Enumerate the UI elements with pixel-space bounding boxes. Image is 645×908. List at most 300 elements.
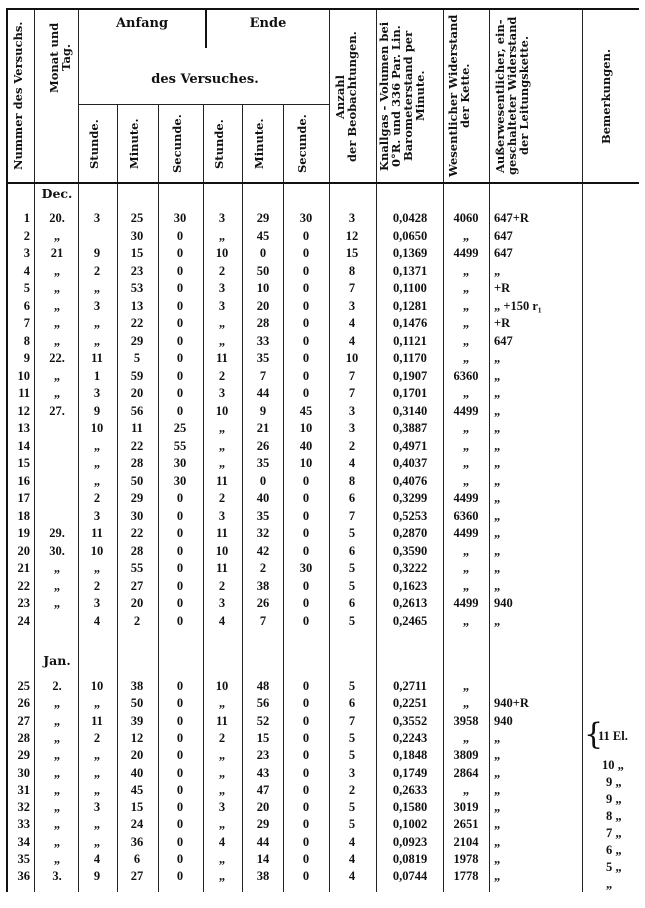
cell-em: 26: [256, 438, 270, 453]
cell-wes: 6360: [453, 368, 479, 383]
cell-am: 27: [130, 578, 144, 593]
cell-asec: 0: [176, 730, 184, 745]
cell-am: 30: [130, 508, 144, 523]
cell-wes: 4499: [453, 596, 479, 610]
cell-am: 29: [130, 333, 144, 348]
cell-em: 28: [256, 316, 270, 330]
cell-wes: „: [462, 561, 470, 575]
cell-as: 2: [93, 263, 101, 278]
cell-esec: 0: [302, 386, 310, 400]
header-anzahl: Anzahl der Beobachtungen.: [333, 31, 359, 163]
cell-aus: „: [494, 730, 501, 745]
cell-vol: 0,2613: [392, 596, 428, 610]
header-knallgas: Knallgas - Volumen bei 0°R. und 336 Par. Lin. Barometerstand per Minute.: [377, 21, 427, 171]
cell-n: 16: [17, 473, 30, 488]
cell-asec: 0: [176, 526, 184, 540]
cell-esec: 40: [299, 438, 313, 453]
cell-em: 42: [256, 543, 270, 558]
cell-vol: 0,2243: [392, 730, 428, 745]
cell-as: 11: [91, 713, 103, 728]
cell-as: 3: [93, 800, 101, 815]
cell-n: 12: [17, 403, 30, 418]
cell-n: 29: [17, 748, 30, 763]
cell-anz: 15: [345, 246, 359, 260]
cell-asec: 0: [176, 817, 184, 832]
cell-vol: 0,3222: [392, 561, 428, 575]
cell-esec: 10: [299, 456, 313, 470]
cell-vol: 0,0428: [392, 211, 428, 225]
cell-es: 3: [218, 281, 226, 295]
cell-tag: „: [53, 817, 61, 832]
cell-es: 11: [216, 561, 228, 575]
cell-n: 17: [17, 491, 30, 505]
cell-em: 0: [259, 473, 267, 488]
cell-esec: 0: [302, 578, 310, 593]
cell-es: 11: [216, 351, 228, 365]
cell-anz: 5: [348, 817, 356, 832]
cell-anz: 2: [348, 782, 356, 797]
cell-aus: „: [494, 852, 501, 866]
cell-em: 35: [256, 508, 270, 523]
cell-vol: 0,4037: [392, 456, 428, 470]
cell-esec: 0: [302, 351, 310, 365]
cell-tag: 2.: [52, 679, 62, 693]
cell-vol: 0,2251: [392, 696, 428, 711]
cell-esec: 0: [302, 473, 310, 488]
cell-em: 29: [256, 817, 270, 832]
cell-es: 4: [218, 613, 226, 628]
cell-tag: [38, 438, 76, 454]
cell-asec: 30: [173, 473, 187, 488]
cell-anz: 6: [348, 596, 356, 610]
cell-tag: „: [53, 281, 61, 295]
cell-am: 24: [130, 817, 144, 832]
cell-em: 38: [256, 578, 270, 593]
cell-es: 10: [215, 246, 229, 260]
cell-anz: 12: [345, 228, 359, 243]
cell-vol: 0,0744: [392, 869, 428, 884]
cell-anz: 2: [348, 438, 356, 453]
cell-aus: „: [494, 561, 501, 575]
cell-n: 1: [23, 211, 30, 225]
cell-as: „: [93, 281, 101, 295]
cell-wes: „: [462, 543, 470, 558]
cell-n: 30: [17, 765, 30, 780]
cell-es: „: [218, 765, 226, 780]
cell-tag: „: [53, 713, 61, 728]
cell-as: 9: [93, 246, 101, 260]
cell-tag: 21: [50, 246, 64, 260]
cell-esec: 0: [302, 817, 310, 832]
cell-esec: 0: [302, 748, 310, 763]
cell-as: „: [93, 333, 101, 348]
cell-n: 19: [17, 526, 30, 540]
cell-as: 1: [93, 368, 101, 383]
cell-esec: 45: [299, 403, 313, 418]
cell-am: 22: [130, 526, 144, 540]
cell-aus: „: [494, 491, 501, 505]
cell-anz: 6: [348, 543, 356, 558]
cell-esec: 0: [302, 491, 310, 505]
cell-tag: „: [53, 852, 61, 866]
cell-em: 50: [256, 263, 270, 278]
cell-aus: „: [494, 765, 501, 780]
cell-anz: 4: [348, 869, 356, 884]
cell-esec: 0: [302, 852, 310, 866]
cell-am: 22: [130, 438, 144, 453]
cell-asec: 0: [176, 834, 184, 849]
cell-as: „: [93, 316, 101, 330]
cell-wes: „: [462, 263, 470, 278]
cell-tag: 30.: [49, 543, 65, 558]
cell-wes: 4060: [453, 211, 479, 225]
header-nummer: Nummer des Versuchs.: [11, 21, 25, 171]
cell-aus: „: [494, 403, 501, 418]
cell-n: 33: [17, 817, 30, 832]
cell-as: „: [93, 696, 101, 711]
header-ausserwesentlicher: Außerwesentlicher, ein- geschalteter Widerstand der Leitungskette.: [493, 16, 531, 176]
cell-em: 48: [256, 679, 270, 693]
cell-as: 10: [90, 543, 104, 558]
header-monat: Monat und Tag.: [47, 22, 73, 94]
cell-wes: 4499: [453, 491, 479, 505]
cell-am: 23: [130, 263, 144, 278]
cell-esec: 0: [302, 543, 310, 558]
cell-es: 2: [218, 730, 226, 745]
cell-anz: 6: [348, 491, 356, 505]
header-stunde-ende: Stunde.: [212, 119, 226, 169]
brace-symbol: {: [584, 717, 604, 752]
cell-am: 20: [130, 596, 144, 610]
cell-em: 56: [256, 696, 270, 711]
cell-esec: 0: [302, 228, 310, 243]
cell-n: 32: [17, 800, 30, 815]
cell-esec: 0: [302, 730, 310, 745]
cell-es: „: [218, 456, 226, 470]
cell-tag: „: [53, 316, 61, 330]
cell-es: 3: [218, 211, 226, 225]
cell-as: 10: [90, 421, 104, 435]
cell-am: 15: [130, 246, 144, 260]
cell-vol: 0,1848: [392, 748, 428, 763]
cell-esec: 0: [302, 368, 310, 383]
cell-tag: [38, 473, 76, 489]
column-divider: [117, 104, 118, 892]
cell-n: 8: [23, 333, 30, 348]
cell-em: 20: [256, 298, 270, 313]
cell-es: „: [218, 817, 226, 832]
cell-asec: 0: [176, 508, 184, 523]
cell-n: 25: [17, 679, 30, 693]
cell-anz: 5: [348, 526, 356, 540]
cell-n: 28: [17, 730, 30, 745]
cell-es: „: [218, 869, 226, 884]
cell-es: 11: [216, 713, 228, 728]
cell-esec: 0: [302, 834, 310, 849]
cell-n: 5: [23, 281, 30, 295]
cell-es: 3: [218, 596, 226, 610]
cell-wes: 4499: [453, 526, 479, 540]
cell-am: 22: [130, 316, 144, 330]
cell-vol: 0,1100: [393, 281, 427, 295]
cell-esec: 30: [299, 561, 313, 575]
cell-anz: 5: [348, 578, 356, 593]
cell-em: 45: [256, 228, 270, 243]
cell-vol: 0,0819: [392, 852, 428, 866]
cell-tag: 22.: [49, 351, 65, 365]
cell-as: „: [93, 817, 101, 832]
cell-es: „: [218, 852, 226, 866]
cell-em: 9: [259, 403, 267, 418]
cell-as: „: [93, 765, 101, 780]
cell-vol: 0,3140: [392, 403, 428, 418]
cell-am: 36: [130, 834, 144, 849]
cell-aus: „ +150 r₁: [494, 298, 542, 313]
cell-asec: 0: [176, 228, 184, 243]
cell-wes: „: [462, 316, 470, 330]
cell-es: „: [218, 696, 226, 711]
header-wesentlicher: Wesentlicher Widerstand der Kette.: [446, 14, 472, 178]
cell-as: 2: [93, 578, 101, 593]
cell-em: 35: [256, 456, 270, 470]
cell-wes: „: [462, 730, 470, 745]
cell-anz: 4: [348, 333, 356, 348]
cell-es: 10: [215, 679, 229, 693]
cell-wes: „: [462, 421, 470, 435]
cell-vol: 0,1170: [393, 351, 427, 365]
cell-anz: 5: [348, 730, 356, 745]
cell-em: 35: [256, 351, 270, 365]
cell-es: „: [218, 421, 226, 435]
cell-asec: 0: [176, 386, 184, 400]
cell-vol: 0,2711: [393, 679, 427, 693]
cell-as: „: [93, 473, 101, 488]
cell-aus: „: [494, 421, 501, 435]
cell-es: 2: [218, 578, 226, 593]
cell-anz: 3: [348, 211, 356, 225]
cell-am: 59: [130, 368, 144, 383]
cell-vol: 0,1907: [392, 368, 428, 383]
cell-es: 3: [218, 386, 226, 400]
cell-anz: 7: [348, 713, 356, 728]
cell-am: 25: [130, 211, 144, 225]
cell-n: 7: [23, 316, 30, 330]
cell-wes: „: [462, 281, 470, 295]
cell-am: 5: [133, 351, 141, 365]
cell-asec: 0: [176, 696, 184, 711]
cell-asec: 0: [176, 543, 184, 558]
data-table: [6, 8, 639, 900]
cell-am: 20: [130, 386, 144, 400]
cell-tag: [38, 455, 76, 471]
cell-am: 53: [130, 281, 144, 295]
cell-aus: +R: [494, 281, 511, 295]
cell-anz: 4: [348, 316, 356, 330]
cell-asec: 0: [176, 596, 184, 610]
cell-wes: „: [462, 298, 470, 313]
cell-es: 2: [218, 263, 226, 278]
cell-tag: „: [53, 765, 61, 780]
cell-esec: 0: [302, 263, 310, 278]
cell-es: „: [218, 748, 226, 763]
cell-aus: „: [494, 438, 501, 453]
cell-esec: 0: [302, 765, 310, 780]
cell-wes: „: [462, 679, 470, 693]
column-divider: [203, 104, 204, 892]
month-label-dec: Dec.: [41, 186, 73, 201]
cell-aus: [494, 678, 580, 694]
cell-es: 2: [218, 368, 226, 383]
cell-tag: „: [53, 368, 61, 383]
column-divider: [489, 8, 490, 892]
cell-tag: „: [53, 834, 61, 849]
cell-n: 20: [17, 543, 30, 558]
cell-wes: 2104: [453, 834, 479, 849]
cell-asec: 0: [176, 800, 184, 815]
cell-n: 27: [17, 713, 30, 728]
cell-es: 11: [216, 526, 228, 540]
cell-asec: 0: [176, 765, 184, 780]
cell-aus: „: [494, 543, 501, 558]
cell-am: 29: [130, 491, 144, 505]
cell-em: 7: [259, 613, 267, 628]
header-ende: Ende: [249, 16, 287, 31]
cell-anz: 5: [348, 561, 356, 575]
cell-em: 40: [256, 491, 270, 505]
cell-asec: 0: [176, 263, 184, 278]
header-secunde-ende: Secunde.: [295, 114, 309, 174]
cell-n: 23: [17, 596, 30, 610]
remark-35: 5 „: [606, 860, 622, 874]
cell-aus: 647+R: [494, 211, 529, 225]
cell-esec: 0: [302, 782, 310, 797]
cell-asec: 0: [176, 281, 184, 295]
subheader-divider: [78, 104, 329, 105]
remark-33: 7 „: [606, 826, 622, 840]
cell-esec: 0: [302, 298, 310, 313]
cell-aus: „: [494, 834, 501, 849]
cell-vol: 0,1701: [392, 386, 428, 400]
cell-vol: 0,1369: [392, 246, 428, 260]
cell-vol: 0,2633: [392, 782, 428, 797]
cell-anz: 3: [348, 765, 356, 780]
cell-es: 10: [215, 543, 229, 558]
cell-am: 15: [130, 800, 144, 815]
cell-am: 13: [130, 298, 144, 313]
header-des-versuches: des Versuches.: [151, 72, 259, 87]
cell-aus: „: [494, 800, 501, 815]
cell-esec: 0: [302, 869, 310, 884]
cell-em: 29: [256, 211, 270, 225]
cell-as: „: [93, 456, 101, 470]
cell-es: „: [218, 228, 226, 243]
cell-es: „: [218, 782, 226, 797]
cell-n: 18: [17, 508, 30, 523]
cell-esec: 0: [302, 281, 310, 295]
cell-asec: 55: [173, 438, 187, 453]
cell-anz: 10: [345, 351, 359, 365]
remark-29: 10 „: [602, 758, 624, 772]
cell-tag: [38, 490, 76, 506]
cell-vol: 0,3887: [392, 421, 428, 435]
remark-27: 11 El.: [598, 729, 628, 743]
cell-es: 4: [218, 834, 226, 849]
cell-wes: „: [462, 386, 470, 400]
cell-aus: „: [494, 351, 501, 365]
cell-vol: 0,1002: [392, 817, 428, 832]
cell-wes: 2864: [453, 765, 479, 780]
cell-as: 9: [93, 403, 101, 418]
cell-aus: „: [494, 869, 501, 884]
cell-n: 31: [17, 782, 30, 797]
header-bemerkungen: Bemerkungen.: [599, 49, 613, 145]
cell-am: 39: [130, 713, 144, 728]
cell-es: 11: [216, 473, 228, 488]
cell-as: 3: [93, 386, 101, 400]
cell-anz: 7: [348, 386, 356, 400]
cell-vol: 0,2870: [392, 526, 428, 540]
remark-36: „: [606, 877, 613, 891]
cell-esec: 0: [302, 800, 310, 815]
cell-n: 10: [17, 368, 30, 383]
cell-vol: 0,2465: [392, 613, 428, 628]
cell-tag: 3.: [52, 869, 62, 884]
cell-asec: 0: [176, 246, 184, 260]
cell-aus: „: [494, 368, 501, 383]
cell-am: 45: [130, 782, 144, 797]
cell-aus: „: [494, 263, 501, 278]
cell-as: 4: [93, 852, 101, 866]
cell-n: 4: [23, 263, 30, 278]
cell-as: „: [93, 438, 101, 453]
cell-es: 10: [215, 403, 229, 418]
cell-am: 38: [130, 679, 144, 693]
cell-am: 30: [130, 228, 144, 243]
cell-vol: 0,1281: [392, 298, 428, 313]
cell-em: 47: [256, 782, 270, 797]
cell-as: 10: [90, 679, 104, 693]
remark-34: 6 „: [606, 843, 622, 857]
cell-wes: 3019: [453, 800, 479, 815]
cell-tag: „: [53, 561, 61, 575]
cell-vol: 0,3552: [392, 713, 428, 728]
cell-n: 26: [17, 696, 30, 711]
cell-em: 44: [256, 834, 270, 849]
cell-esec: 30: [299, 211, 313, 225]
cell-asec: 0: [176, 351, 184, 365]
cell-em: 23: [256, 748, 270, 763]
cell-aus: „: [494, 782, 501, 797]
cell-wes: 4499: [453, 403, 479, 418]
cell-am: 50: [130, 473, 144, 488]
cell-vol: 0,0923: [392, 834, 428, 849]
cell-vol: 0,1121: [393, 333, 427, 348]
header-secunde-anfang: Secunde.: [170, 114, 184, 174]
cell-em: 32: [256, 526, 270, 540]
cell-em: 33: [256, 333, 270, 348]
cell-asec: 0: [176, 578, 184, 593]
cell-am: 11: [131, 421, 143, 435]
cell-esec: 0: [302, 526, 310, 540]
column-divider: [158, 104, 159, 892]
cell-asec: 25: [173, 421, 187, 435]
cell-tag: „: [53, 782, 61, 797]
cell-em: 44: [256, 386, 270, 400]
cell-esec: 0: [302, 613, 310, 628]
cell-esec: 0: [302, 316, 310, 330]
cell-tag: „: [53, 800, 61, 815]
column-divider: [78, 8, 79, 892]
